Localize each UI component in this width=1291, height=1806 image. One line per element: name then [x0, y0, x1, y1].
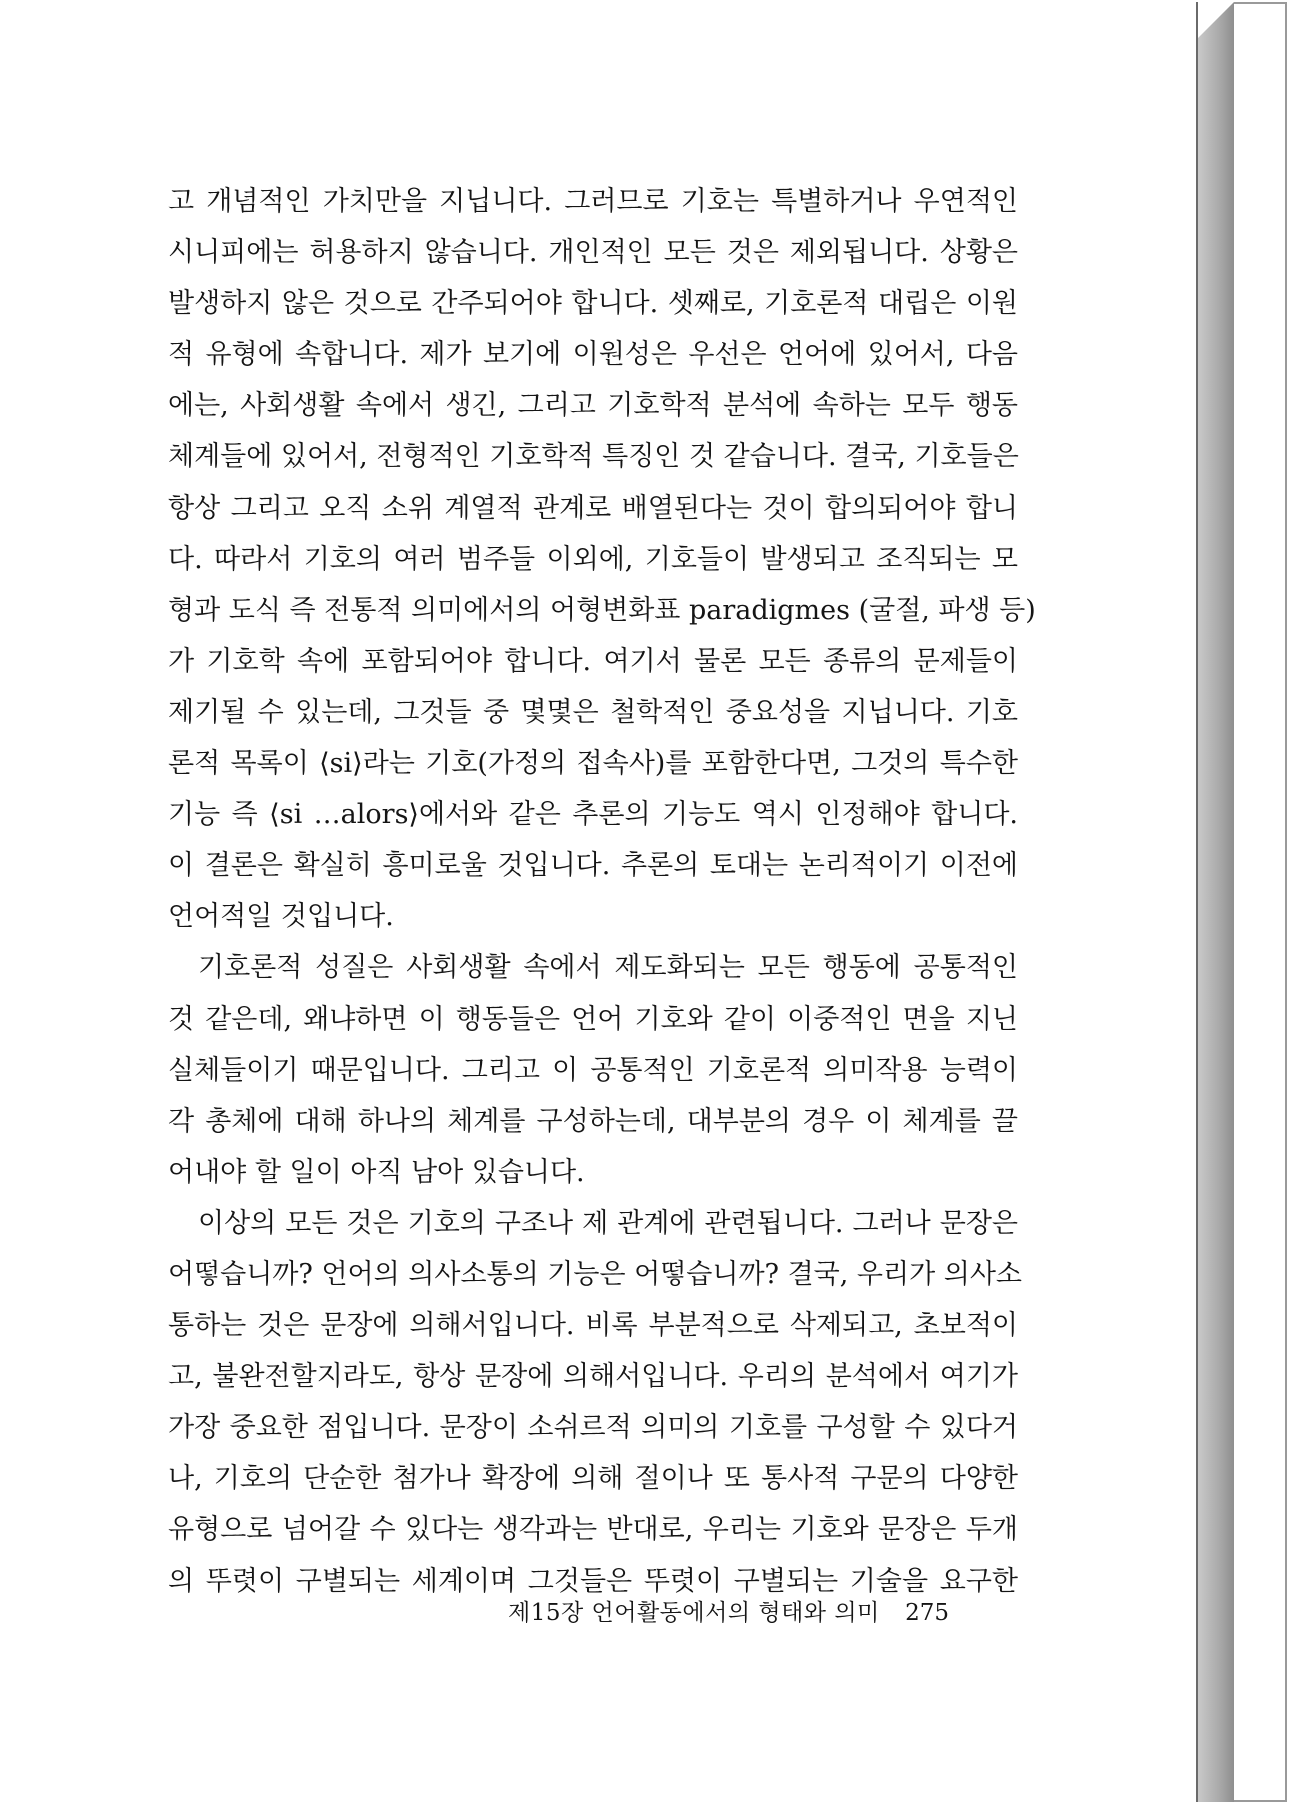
- book-page-edge-corner: [1198, 2, 1234, 38]
- text-line: 어떻습니까? 언어의 의사소통의 기능은 어떻습니까? 결국, 우리가 의사소: [168, 1258, 1022, 1290]
- chapter-title: 제15장 언어활동에서의 형태와 의미: [508, 1600, 880, 1626]
- text-line: 실체들이기 때문입니다. 그리고 이 공통적인 기호론적 의미작용 능력이: [168, 1054, 1018, 1086]
- text-line: 가장 중요한 점입니다. 문장이 소쉬르적 의미의 기호를 구성할 수 있다거: [168, 1412, 1018, 1444]
- book-page-edge: [1198, 2, 1234, 1802]
- text-line: 항상 그리고 오직 소위 계열적 관계로 배열된다는 것이 합의되어야 합니: [168, 492, 1018, 524]
- text-line: 의 뚜렷이 구별되는 세계이며 그것들은 뚜렷이 구별되는 기술을 요구한: [168, 1565, 1018, 1597]
- text-line: 고 개념적인 가치만을 지닙니다. 그러므로 기호는 특별하거나 우연적인: [168, 186, 1018, 217]
- text-line: 발생하지 않은 것으로 간주되어야 합니다. 셋째로, 기호론적 대립은 이원: [168, 288, 1018, 320]
- paragraph-first-line: 기호론적 성질은 사회생활 속에서 제도화되는 모든 행동에 공통적인: [198, 952, 1018, 984]
- text-line: 것 같은데, 왜냐하면 이 행동들은 언어 기호와 같이 이중적인 면을 지닌: [168, 1003, 1018, 1035]
- text-line: 각 총체에 대해 하나의 체계를 구성하는데, 대부분의 경우 이 체계를 끌: [168, 1105, 1018, 1137]
- text-line: 론적 목록이 ⟨si⟩라는 기호(가정의 접속사)를 포함한다면, 그것의 특수한: [168, 748, 1018, 780]
- text-line: 제기될 수 있는데, 그것들 중 몇몇은 철학적인 중요성을 지닙니다. 기호: [168, 696, 1018, 728]
- body-text: [168, 176, 1036, 1607]
- text-line: 가 기호학 속에 포함되어야 합니다. 여기서 물론 모든 종류의 문제들이: [168, 645, 1018, 677]
- text-line: 나, 기호의 단순한 첨가나 확장에 의해 절이나 또 통사적 구문의 다양한: [168, 1463, 1018, 1495]
- text-line: 유형으로 넘어갈 수 있다는 생각과는 반대로, 우리는 기호와 문장은 두개: [168, 1514, 1018, 1546]
- text-line: 다. 따라서 기호의 여러 범주들 이외에, 기호들이 발생되고 조직되는 모: [168, 543, 1018, 575]
- page-number: 275: [905, 1600, 949, 1626]
- text-line: 적 유형에 속합니다. 제가 보기에 이원성은 우선은 언어에 있어서, 다음: [168, 339, 1018, 371]
- paragraph-first-line: 이상의 모든 것은 기호의 구조나 제 관계에 관련됩니다. 그러나 문장은: [198, 1207, 1018, 1239]
- text-line: 기능 즉 ⟨si …alors⟩에서와 같은 추론의 기능도 역시 인정해야 합니다.: [168, 799, 1018, 831]
- text-line: 시니피에는 허용하지 않습니다. 개인적인 모든 것은 제외됩니다. 상황은: [168, 237, 1018, 269]
- text-line: 고, 불완전할지라도, 항상 문장에 의해서입니다. 우리의 분석에서 여기가: [168, 1361, 1018, 1393]
- running-footer: [508, 1594, 988, 1634]
- paragraph-last-line: 언어적일 것입니다.: [168, 901, 394, 933]
- paragraph-last-line: 어내야 할 일이 아직 남아 있습니다.: [168, 1156, 585, 1188]
- text-line: 통하는 것은 문장에 의해서입니다. 비록 부분적으로 삭제되고, 초보적이: [168, 1310, 1018, 1342]
- text-line: 형과 도식 즉 전통적 의미에서의 어형변화표 paradigmes (굴절, 파생 등): [168, 594, 1036, 626]
- text-line: 체계들에 있어서, 전형적인 기호학적 특징인 것 같습니다. 결국, 기호들은: [168, 441, 1019, 473]
- text-line: 이 결론은 확실히 흥미로울 것입니다. 추론의 토대는 논리적이기 이전에: [168, 850, 1018, 882]
- text-line: 에는, 사회생활 속에서 생긴, 그리고 기호학적 분석에 속하는 모두 행동: [168, 390, 1018, 422]
